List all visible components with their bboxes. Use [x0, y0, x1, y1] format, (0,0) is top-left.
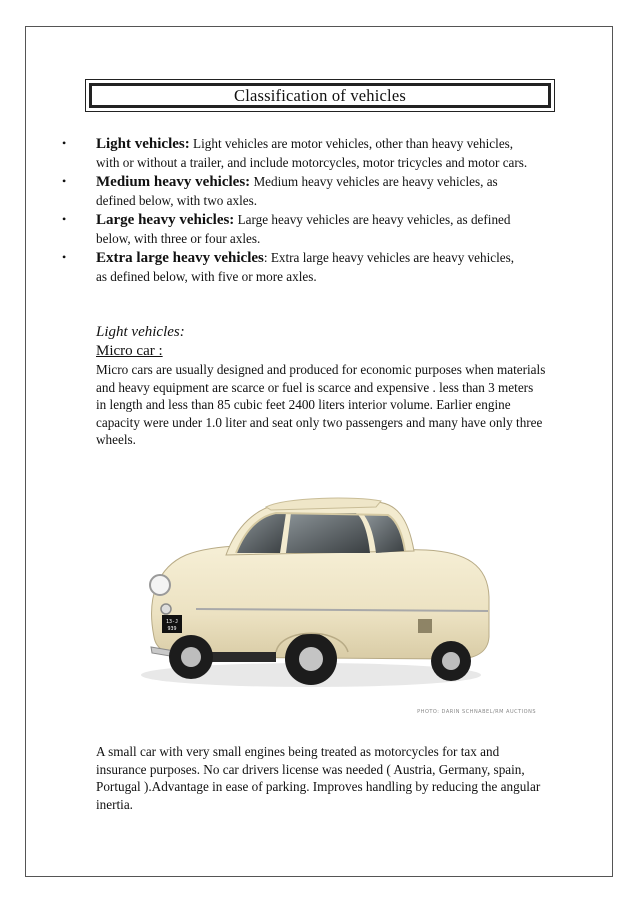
car-illustration [96, 447, 542, 719]
list-item [58, 135, 528, 171]
footer-paragraph: A small car with very small engines being treated as motorcycles for tax and insurance purposes. No car drivers license was needed ( Austria, Germany, spain, Portugal ).Advantage in ease of parking. Improves handling by reducing the angular inertia. [96, 744, 541, 812]
vehicle-class-list [58, 135, 528, 287]
front-hubcap [181, 647, 201, 667]
side-window [286, 513, 370, 553]
bullet-icon: • [62, 212, 67, 226]
side-vent [418, 619, 432, 633]
list-item [58, 173, 528, 209]
list-item [58, 249, 528, 285]
section-paragraph: Micro cars are usually designed and produced for economic purposes when materials and heavy equipment are scarce or fuel is scarce and expensive . less than 3 meters in length and less than 85 cubic feet 2400 liters interior volume. Earlier engine capacity were under 1.0 liter and seat only two passengers and many have only three wheels. [96, 362, 546, 447]
list-item [58, 211, 528, 247]
headlight [150, 575, 170, 595]
bullet-text: Light vehicles are motor vehicles, other than heavy vehicles, with or without a trailer, and include motorcycles, motor tricycles and motor cars. [96, 136, 528, 170]
title-box [85, 79, 555, 112]
bullet-term: Large heavy vehicles: [96, 212, 235, 228]
bullet-icon: • [62, 174, 67, 188]
micro-car-photo [96, 447, 542, 719]
section-heading: Light vehicles: [96, 324, 185, 340]
bullet-text: Medium heavy vehicles are heavy vehicles, as defined below, with two axles. [96, 174, 498, 208]
bullet-text: Large heavy vehicles are heavy vehicles, as defined below, with three or four axles. [96, 212, 511, 246]
bullet-term: Medium heavy vehicles: [96, 174, 251, 190]
bullet-icon: • [62, 250, 67, 264]
photo-credit: PHOTO: DARIN SCHNABEL/RM AUCTIONS [417, 709, 536, 715]
plate-text-2: 939 [167, 626, 177, 632]
section-subheading: Micro car : [96, 343, 163, 359]
bullet-icon: • [62, 136, 67, 150]
rear-hubcap-right [442, 652, 460, 670]
plate-text-1: 13-J [165, 619, 179, 625]
bullet-term: Light vehicles: [96, 136, 190, 152]
rear-hubcap [299, 647, 323, 671]
indicator-light [161, 604, 171, 614]
page-title: Classification of vehicles [89, 83, 551, 108]
bullet-term: Extra large heavy vehicles [96, 250, 264, 266]
micro-car-section [96, 322, 546, 449]
bullet-text: : Extra large heavy vehicles are heavy vehicles, as defined below, with five or more axles. [96, 250, 515, 284]
